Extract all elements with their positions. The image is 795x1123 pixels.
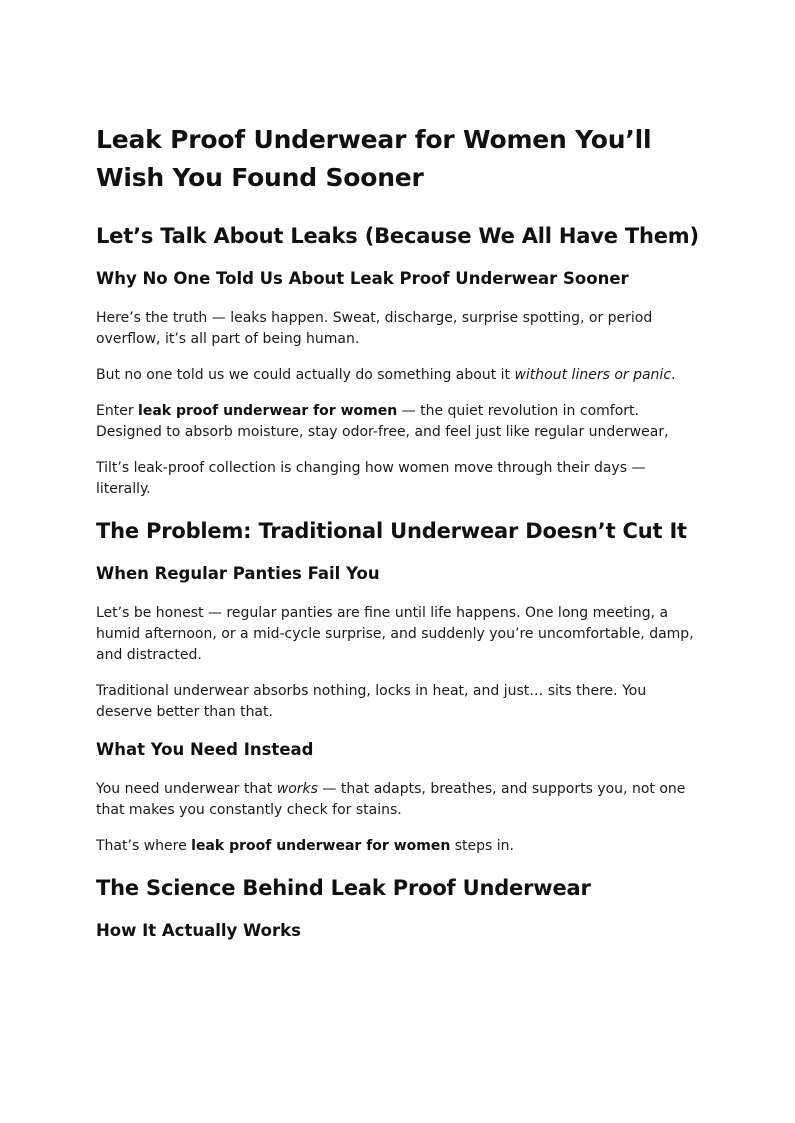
paragraph-you-need: [96, 779, 699, 821]
text-segment: steps in.: [450, 838, 514, 854]
text-segment: .: [671, 367, 676, 383]
italic-emphasis: works: [276, 781, 318, 797]
subheading-how-it-works: How It Actually Works: [96, 921, 301, 940]
text-segment: — that adapts, breathes, and supports you, not one that makes you constantly check for stains.: [96, 781, 686, 818]
text-segment: — the quiet revolution in comfort. Designed to absorb moisture, stay odor-free, and feel just like regular underwear,: [96, 403, 669, 440]
paragraph-truth: Here’s the truth — leaks happen. Sweat, discharge, surprise spotting, or period overflow, it’s all part of being human.: [96, 310, 653, 347]
subheading-regular-panties-fail: When Regular Panties Fail You: [96, 564, 380, 583]
text-segment: But no one told us we could actually do something about it: [96, 367, 515, 383]
section-heading-problem: The Problem: Traditional Underwear Doesn’t Cut It: [96, 519, 687, 543]
paragraph-no-one-told-us: [96, 365, 699, 386]
text-segment: You need underwear that: [96, 781, 277, 797]
subheading-why-no-one-told-us: Why No One Told Us About Leak Proof Underwear Sooner: [96, 269, 629, 288]
italic-emphasis: without liners or panic: [514, 367, 672, 383]
bold-keyword: leak proof underwear for women: [138, 403, 398, 419]
paragraph-thats-where: [96, 836, 699, 857]
section-heading-leaks: Let’s Talk About Leaks (Because We All Have Them): [96, 224, 699, 248]
section-heading-science: The Science Behind Leak Proof Underwear: [96, 876, 591, 900]
bold-keyword: leak proof underwear for women: [191, 838, 451, 854]
text-segment: That’s where: [96, 838, 192, 854]
paragraph-be-honest: Let’s be honest — regular panties are fine until life happens. One long meeting, a humid afternoon, or a mid-cycle surprise, and suddenly you’re uncomfortable, damp, and distracted.: [96, 605, 694, 663]
text-segment: Enter: [96, 403, 139, 419]
page-title: Leak Proof Underwear for Women You’ll Wish You Found Sooner: [96, 125, 652, 192]
subheading-what-you-need: What You Need Instead: [96, 740, 314, 759]
paragraph-tilt-collection: Tilt’s leak-proof collection is changing how women move through their days — literally.: [96, 460, 646, 497]
paragraph-enter: [96, 401, 699, 443]
paragraph-traditional-underwear: Traditional underwear absorbs nothing, locks in heat, and just… sits there. You deserve better than that.: [96, 683, 647, 720]
